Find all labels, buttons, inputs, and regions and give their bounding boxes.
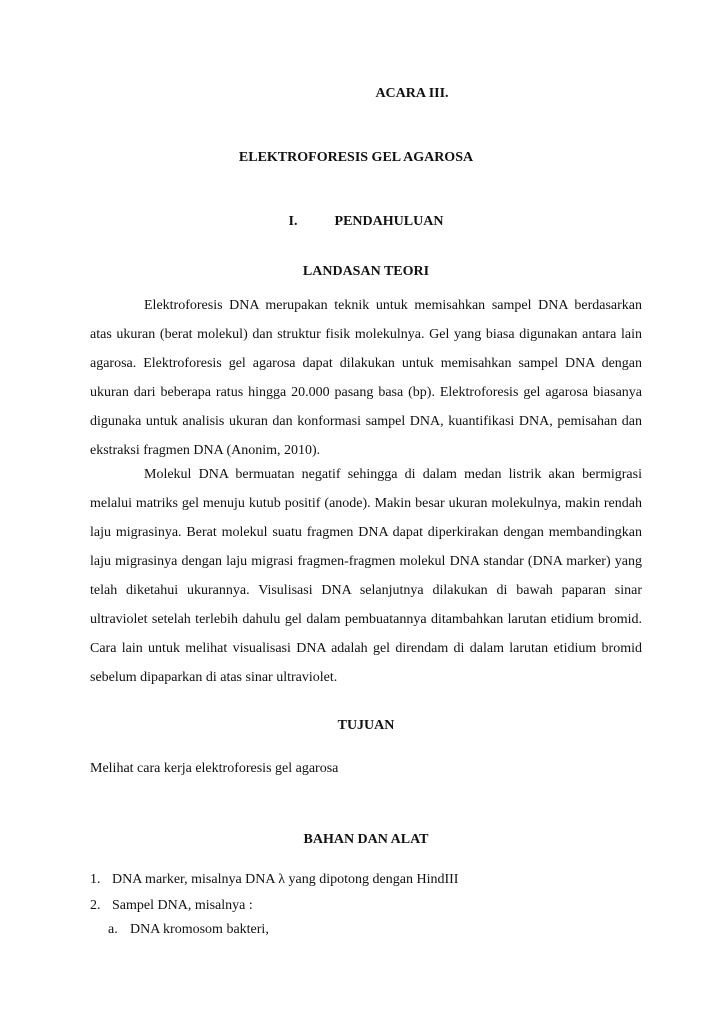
list-item (90, 872, 650, 898)
materials-list (90, 872, 650, 924)
paragraph-2: Molekul DNA bermuatan negatif sehingga di dalam medan listrik akan bermigrasi melalui matriks gel menuju kutub positif (anode). Makin besar ukuran molekulnya, makin rendah laju migrasinya. Berat molekul suatu fragmen DNA dapat diperkirakan dengan membandingkan laju migrasinya dengan laju migrasi fragmen-fragmen molekul DNA standar (DNA marker) yang telah diketahui ukurannya. Visulisasi DNA selanjutnya dilakukan di bawah paparan sinar ultraviolet setelah terlebih dahulu gel dalam pembuatannya ditambahkan larutan etidium bromid. Cara lain untuk melihat visualisasi DNA adalah gel direndam di dalam larutan etidium bromid sebelum dipaparkan di atas sinar ultraviolet. (90, 467, 642, 685)
sublist-item-text: DNA kromosom bakteri, (130, 922, 269, 937)
section-title: PENDAHULUAN (334, 214, 444, 229)
document-title: ELEKTROFORESIS GEL AGAROSA (238, 150, 474, 165)
paragraph-1: Elektroforesis DNA merupakan teknik untuk memisahkan sampel DNA berdasarkan atas ukuran (berat molekul) dan struktur fisik molekulnya. Gel yang biasa digunakan antara lain agarosa. Elektroforesis gel agarosa dapat dilakukan untuk memisahkan sampel DNA dengan ukuran dari beberapa ratus hingga 20.000 pasang basa (bp). Elektroforesis gel agarosa biasanya digunaka untuk analisis ukuran dan konformasi sampel DNA, kuantifikasi DNA, pemisahan dan ekstraksi fragmen DNA (Anonim, 2010). (90, 298, 642, 458)
tujuan-heading: TUJUAN (337, 718, 395, 733)
bahan-heading: BAHAN DAN ALAT (303, 832, 429, 847)
sublist-marker: a. (108, 922, 118, 937)
list-item-text: DNA marker, misalnya DNA λ yang dipotong dengan HindIII (112, 872, 459, 887)
list-marker: 1. (90, 872, 101, 887)
tujuan-text: Melihat cara kerja elektroforesis gel agarosa (90, 761, 339, 776)
sublist-item (108, 922, 269, 938)
list-item (90, 898, 650, 924)
materials-sublist (108, 922, 269, 938)
landasan-heading: LANDASAN TEORI (302, 264, 430, 279)
list-item-text: Sampel DNA, misalnya : (112, 898, 253, 913)
acara-heading: ACARA III. (375, 86, 449, 101)
section-number: I. (288, 214, 298, 229)
list-marker: 2. (90, 898, 101, 913)
section-heading (90, 214, 642, 230)
